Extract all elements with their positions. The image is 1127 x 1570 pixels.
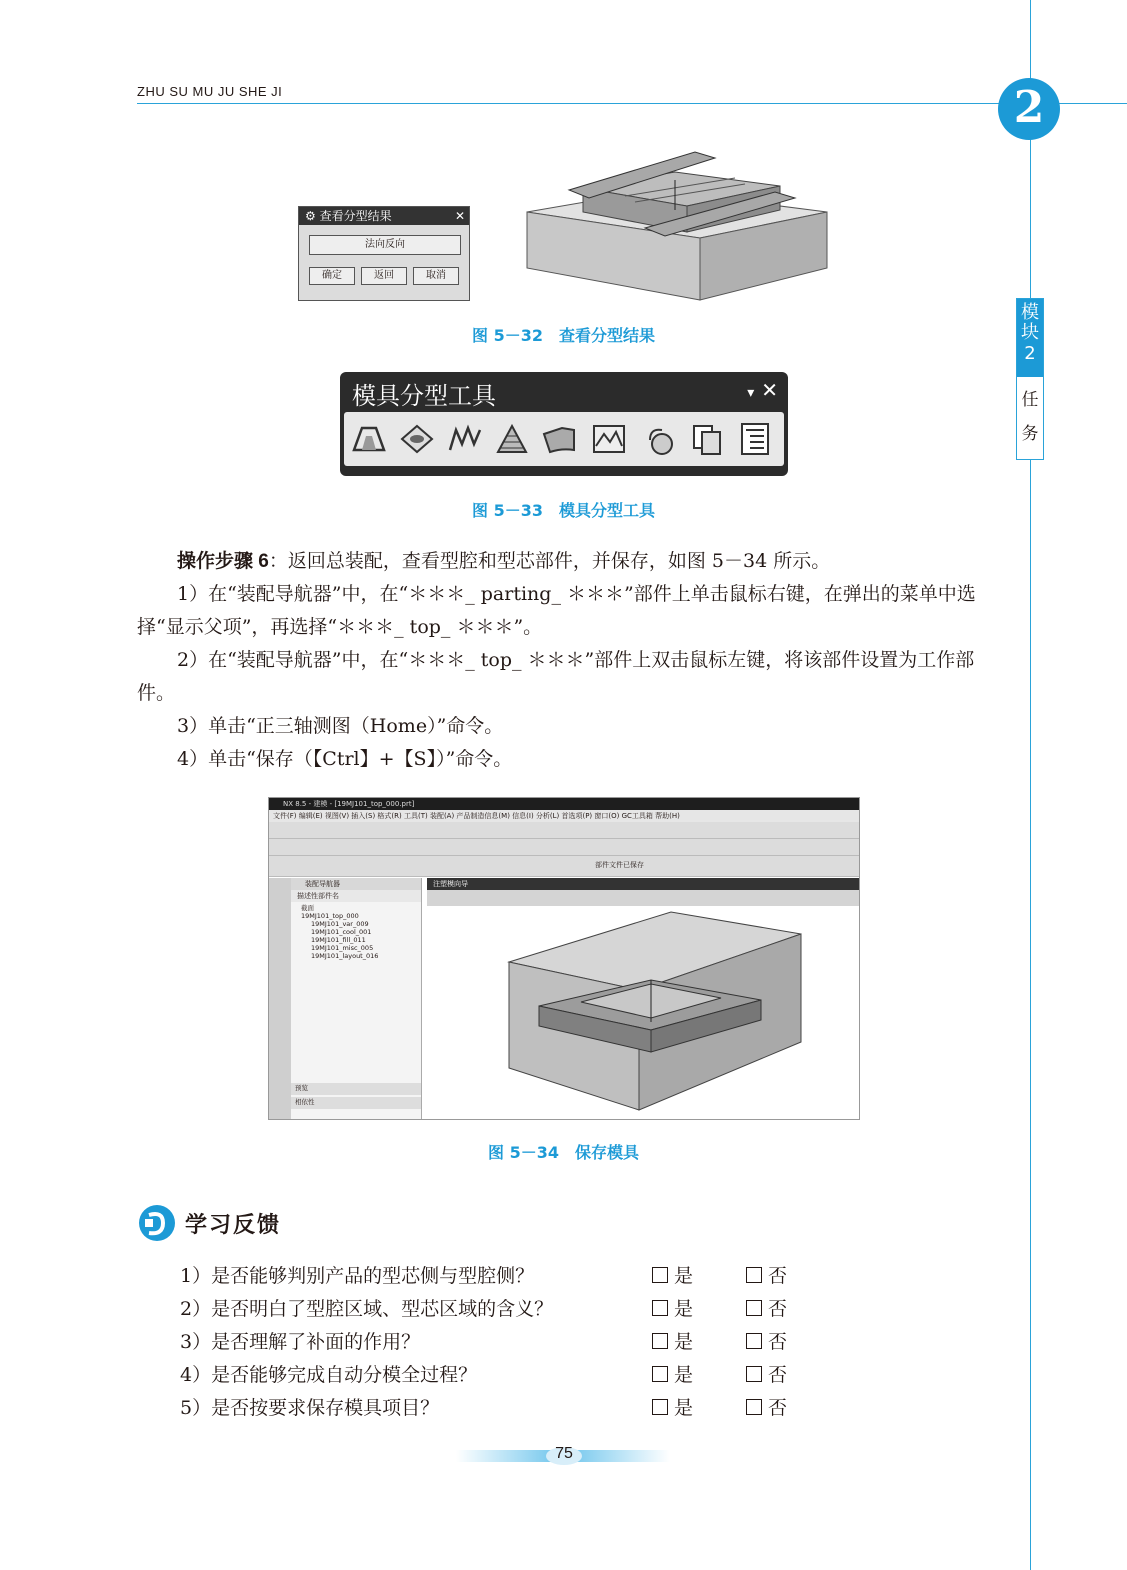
parting-result-dialog	[298, 206, 470, 301]
toolbar-controls	[747, 378, 778, 402]
page-number: 75	[555, 1445, 573, 1462]
chapter-badge: 2	[998, 78, 1060, 140]
running-header: ZHU SU MU JU SHE JI	[137, 84, 283, 99]
feedback-yes-4[interactable]	[652, 1360, 693, 1387]
step6-item-2: 2）在“装配导航器”中，在“＊＊＊_ top_ ＊＊＊”部件上双击鼠标左键，将该部件设置为工作部件。	[137, 649, 975, 704]
header-rule	[137, 103, 1127, 104]
mold-wizard-toolbar: 注塑模向导	[427, 878, 859, 890]
feedback-no-3[interactable]	[746, 1327, 787, 1354]
feedback-question-2: 2）是否明白了型腔区域、型芯区域的含义？	[180, 1298, 554, 1320]
yes-label: 是	[674, 1331, 694, 1353]
mold-parting-toolbar	[340, 372, 788, 476]
no-label: 否	[768, 1331, 788, 1353]
feedback-yes-2[interactable]	[652, 1294, 693, 1321]
yes-label: 是	[674, 1265, 694, 1287]
feedback-no-4[interactable]	[746, 1360, 787, 1387]
margin-rule	[1030, 0, 1031, 1570]
feedback-question-3: 3）是否理解了补面的作用？	[180, 1331, 421, 1353]
backup-parting-icon[interactable]	[640, 420, 678, 458]
close-icon[interactable]: ✕	[761, 378, 778, 402]
checkbox[interactable]	[746, 1399, 762, 1415]
define-cavity-core-icon[interactable]	[540, 420, 578, 458]
nx-toolbar-3	[269, 856, 859, 877]
dropdown-icon[interactable]: ▾	[747, 385, 755, 401]
toolbar-icon-strip	[344, 412, 784, 466]
no-label: 否	[768, 1265, 788, 1287]
step6-item-1: 1）在“装配导航器”中，在“＊＊＊_ parting_ ＊＊＊”部件上单击鼠标右键，在弹出的菜单中选择“显示父项”，再选择“＊＊＊_ top_ ＊＊＊”。	[137, 583, 976, 638]
module-number: 2	[1024, 343, 1036, 364]
check-region-icon[interactable]	[350, 420, 388, 458]
figure-34-caption: 图 5－34 保存模具	[488, 1143, 639, 1162]
nx-screenshot	[268, 797, 860, 1120]
parting-surface-icon[interactable]	[492, 420, 530, 458]
dialog-titlebar	[299, 207, 469, 225]
ok-button[interactable]: 确定	[309, 267, 355, 285]
step6-item-3: 3）单击“正三轴测图（Home）”命令。	[177, 715, 504, 737]
step6-text: ：返回总装配，查看型腔和型芯部件，并保存，如图 5－34 所示。	[268, 550, 831, 572]
cancel-button[interactable]: 取消	[413, 267, 459, 285]
dialog-title: 查看分型结果	[319, 209, 392, 223]
feedback-yes-5[interactable]	[652, 1393, 693, 1420]
feedback-no-2[interactable]	[746, 1294, 787, 1321]
flip-direction-button[interactable]: 法向反向	[309, 235, 461, 255]
mold-model-image	[525, 150, 830, 302]
page-number-ornament	[456, 1447, 670, 1465]
nav-item[interactable]: 19MJ101_misc_005	[311, 944, 374, 952]
parting-navigator-icon[interactable]	[736, 420, 774, 458]
checkbox[interactable]	[746, 1333, 762, 1349]
resource-bar[interactable]	[269, 878, 291, 1119]
step6-item-4: 4）单击“保存（【Ctrl】+【S】）”命令。	[177, 748, 513, 770]
module-label: 模块	[1021, 302, 1039, 343]
feedback-question-5: 5）是否按要求保存模具项目？	[180, 1397, 440, 1419]
no-label: 否	[768, 1364, 788, 1386]
nx-menubar: 文件(F) 编辑(E) 视图(V) 插入(S) 格式(R) 工具(T) 装配(A) 产品制造信息(M) 信息(I) 分析(L) 首选项(P) 窗口(O) GC工具箱 帮助(H)	[269, 810, 859, 822]
figure-33-caption: 图 5－33 模具分型工具	[472, 501, 655, 520]
checkbox[interactable]	[652, 1366, 668, 1382]
nav-preview-panel[interactable]: 预览	[291, 1083, 421, 1095]
feedback-question-4: 4）是否能够完成自动分模全过程？	[180, 1364, 478, 1386]
feedback-title: 学习反馈	[185, 1213, 282, 1238]
yes-label: 是	[674, 1397, 694, 1419]
close-icon[interactable]: ✕	[454, 209, 465, 223]
nav-column: 描述性部件名	[291, 890, 421, 902]
figure-32-caption: 图 5－32 查看分型结果	[472, 326, 655, 345]
gear-icon: ⚙	[305, 209, 316, 223]
nav-item[interactable]: 截面	[301, 904, 314, 912]
define-region-icon[interactable]	[398, 420, 436, 458]
mold-assembly-view	[501, 910, 811, 1115]
checkbox[interactable]	[746, 1300, 762, 1316]
checkbox[interactable]	[652, 1399, 668, 1415]
feedback-yes-3[interactable]	[652, 1327, 693, 1354]
task-char-1: 任	[1021, 390, 1039, 410]
nx-status: 部件文件已保存	[595, 862, 644, 869]
step6-paragraph	[137, 545, 997, 578]
yes-label: 是	[674, 1364, 694, 1386]
nx-toolbar-1	[269, 822, 859, 839]
task-label	[1017, 383, 1043, 451]
feedback-no-1[interactable]	[746, 1261, 787, 1288]
task-char-2: 务	[1021, 424, 1039, 444]
feedback-icon	[137, 1203, 177, 1243]
parting-line-icon[interactable]	[446, 420, 484, 458]
checkbox[interactable]	[746, 1267, 762, 1283]
back-button[interactable]: 返回	[361, 267, 407, 285]
checkbox[interactable]	[652, 1300, 668, 1316]
nav-header: 装配导航器	[291, 878, 421, 890]
no-label: 否	[768, 1397, 788, 1419]
checkbox[interactable]	[652, 1333, 668, 1349]
nx-toolbar-2	[269, 839, 859, 856]
nx-titlebar: NX 8.5 - 建模 - [19MJ101_top_000.prt]	[269, 798, 859, 810]
step6-lead: 操作步骤 6	[177, 551, 269, 572]
swap-model-icon[interactable]	[590, 420, 628, 458]
no-label: 否	[768, 1298, 788, 1320]
nav-item[interactable]: 19MJ101_fill_011	[311, 936, 366, 944]
toolbar-title: 模具分型工具	[352, 382, 496, 410]
feedback-yes-1[interactable]	[652, 1261, 693, 1288]
feedback-no-5[interactable]	[746, 1393, 787, 1420]
nav-item[interactable]: 19MJ101_var_009	[311, 920, 369, 928]
nav-item[interactable]: 19MJ101_layout_016	[311, 952, 379, 960]
checkbox[interactable]	[746, 1366, 762, 1382]
nav-item[interactable]: 19MJ101_cool_001	[311, 928, 372, 936]
assembly-navigator	[291, 878, 422, 1119]
checkbox[interactable]	[652, 1267, 668, 1283]
mold-wizard-icons[interactable]	[427, 890, 859, 906]
copy-parts-icon[interactable]	[688, 420, 726, 458]
nav-item[interactable]: 19MJ101_top_000	[301, 912, 359, 920]
yes-label: 是	[674, 1298, 694, 1320]
nav-dependency-panel[interactable]: 相依性	[291, 1097, 421, 1109]
feedback-question-1: 1）是否能够判别产品的型芯侧与型腔侧？	[180, 1265, 535, 1287]
